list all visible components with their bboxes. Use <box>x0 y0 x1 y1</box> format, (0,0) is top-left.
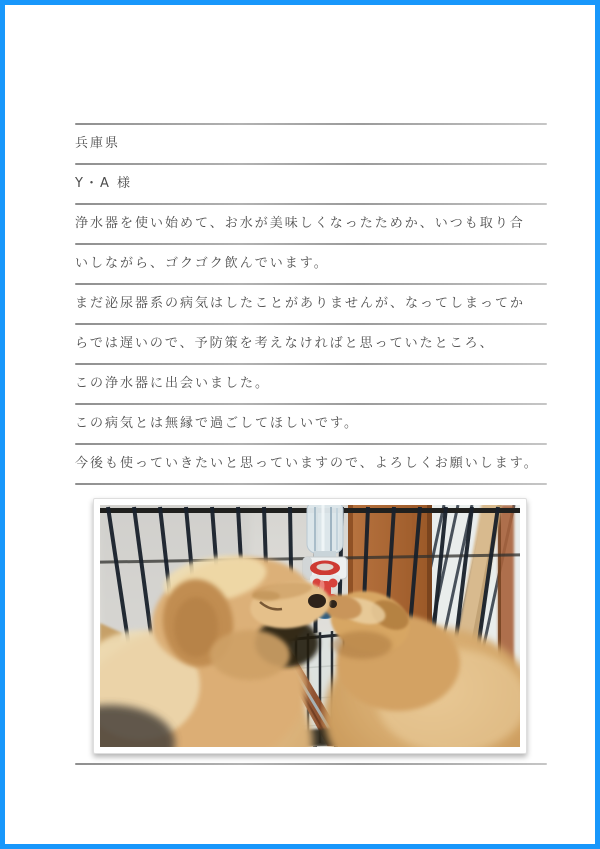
dog-nose <box>308 594 326 608</box>
testimonial-line <box>75 443 547 483</box>
ruled-line <box>75 403 547 405</box>
ruled-line <box>75 163 547 165</box>
testimonial-line <box>75 203 547 243</box>
dogs-photo-illustration <box>100 505 520 747</box>
dogs-photo <box>93 498 527 754</box>
testimonial-line <box>75 403 547 443</box>
testimonial-text-block <box>75 123 547 483</box>
testimonial-line <box>75 323 547 363</box>
testimonial-line <box>75 243 547 283</box>
testimonial-sentence: まだ泌尿器系の病気はしたことがありませんが、なってしまってか <box>75 296 526 311</box>
ruled-line <box>75 483 547 485</box>
ruled-line <box>75 323 547 325</box>
customer-name: Y・A 様 <box>75 176 132 191</box>
testimonial-sentence: この浄水器に出会いました。 <box>75 376 271 391</box>
testimonial-line <box>75 163 547 203</box>
ruled-line <box>75 283 547 285</box>
ruled-line <box>75 243 547 245</box>
testimonial-sentence: 浄水器を使い始めて、お水が美味しくなったためか、いつも取り合 <box>75 216 525 231</box>
ruled-line <box>75 363 547 365</box>
prefecture-label: 兵庫県 <box>75 136 121 151</box>
testimonial-sentence: 今後も使っていきたいと思っていますので、よろしくお願いします。 <box>75 456 539 471</box>
testimonial-line <box>75 363 547 403</box>
ruled-line <box>75 203 547 205</box>
testimonial-sentence: この病気とは無縁で過ごしてほしいです。 <box>75 416 359 431</box>
testimonial-line <box>75 283 547 323</box>
testimonial-sentence: いしながら、ゴクゴク飲んでいます。 <box>75 256 329 271</box>
testimonial-sentence: らでは遅いので、予防策を考えなければと思っていたところ、 <box>75 336 495 351</box>
ruled-line <box>75 763 547 765</box>
testimonial-line <box>75 123 547 163</box>
ruled-line <box>75 443 547 445</box>
ruled-line <box>75 123 547 125</box>
